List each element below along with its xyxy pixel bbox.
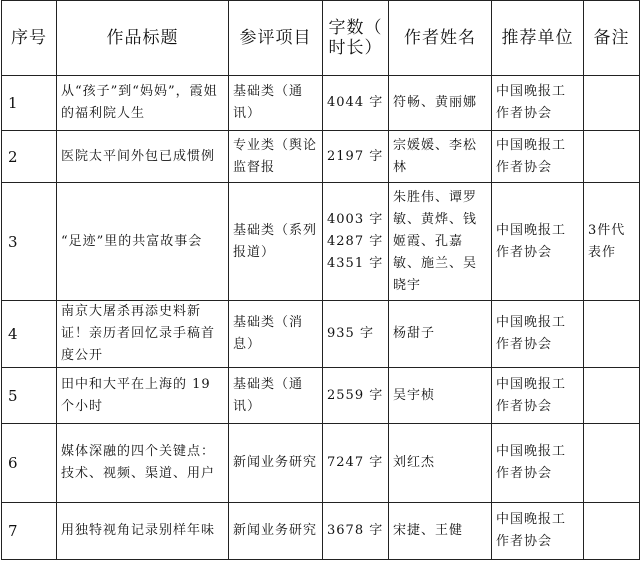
cell-category: 专业类（舆论监督报 [229,131,323,183]
cell-org: 中国晚报工作者协会 [492,76,584,131]
cell-category: 基础类（消息） [229,301,323,368]
header-note: 备注 [584,1,640,76]
table-row [2,301,640,368]
cell-title: 从“孩子”到“妈妈”，霞姐的福利院人生 [57,76,229,131]
table-row [2,503,640,560]
cell-no: 6 [2,424,57,503]
cell-author: 吴宇桢 [389,368,492,424]
cell-words: 3678 字 [323,503,389,560]
cell-title: 田中和大平在上海的 19 个小时 [57,368,229,424]
header-author: 作者姓名 [389,1,492,76]
cell-category: 新闻业务研究 [229,424,323,503]
cell-words: 4044 字 [323,76,389,131]
cell-no: 2 [2,131,57,183]
cell-org: 中国晚报工作者协会 [492,131,584,183]
cell-words: 4003 字 4287 字 4351 字 [323,183,389,301]
cell-title: 媒体深融的四个关键点：技术、视频、渠道、用户 [57,424,229,503]
cell-note [584,424,640,503]
cell-org: 中国晚报工作者协会 [492,301,584,368]
cell-note [584,301,640,368]
table-row [2,183,640,301]
header-org: 推荐单位 [492,1,584,76]
cell-author: 宋捷、王健 [389,503,492,560]
cell-title: 用独特视角记录别样年味 [57,503,229,560]
cell-title: “足迹”里的共富故事会 [57,183,229,301]
cell-author: 杨甜子 [389,301,492,368]
cell-no: 3 [2,183,57,301]
cell-words: 2559 字 [323,368,389,424]
cell-category: 新闻业务研究 [229,503,323,560]
header-row [2,1,640,76]
cell-note [584,503,640,560]
cell-words: 935 字 [323,301,389,368]
cell-no: 1 [2,76,57,131]
cell-org: 中国晚报工作者协会 [492,368,584,424]
table-row [2,76,640,131]
cell-words: 7247 字 [323,424,389,503]
cell-no: 4 [2,301,57,368]
cell-category: 基础类（通讯） [229,368,323,424]
works-table [1,0,640,560]
cell-author: 刘红杰 [389,424,492,503]
cell-note: 3件代表作 [584,183,640,301]
cell-author: 朱胜伟、谭罗敏、黄烨、钱姬霞、孔嘉敏、施兰、吴晓宇 [389,183,492,301]
cell-words: 2197 字 [323,131,389,183]
cell-title: 医院太平间外包已成惯例 [57,131,229,183]
cell-author: 宗媛媛、李松林 [389,131,492,183]
header-words: 字数（ 时长） [323,1,389,76]
cell-org: 中国晚报工作者协会 [492,503,584,560]
cell-note [584,368,640,424]
table-row [2,368,640,424]
cell-author: 符畅、黄丽娜 [389,76,492,131]
header-title: 作品标题 [57,1,229,76]
cell-org: 中国晚报工作者协会 [492,424,584,503]
table-row [2,131,640,183]
table-row [2,424,640,503]
cell-category: 基础类（系列报道） [229,183,323,301]
header-category: 参评项目 [229,1,323,76]
cell-title: 南京大屠杀再添史料新证！亲历者回忆录手稿首度公开 [57,301,229,368]
header-no: 序号 [2,1,57,76]
cell-note [584,76,640,131]
cell-org: 中国晚报工作者协会 [492,183,584,301]
cell-note [584,131,640,183]
cell-no: 5 [2,368,57,424]
cell-no: 7 [2,503,57,560]
cell-category: 基础类（通讯） [229,76,323,131]
